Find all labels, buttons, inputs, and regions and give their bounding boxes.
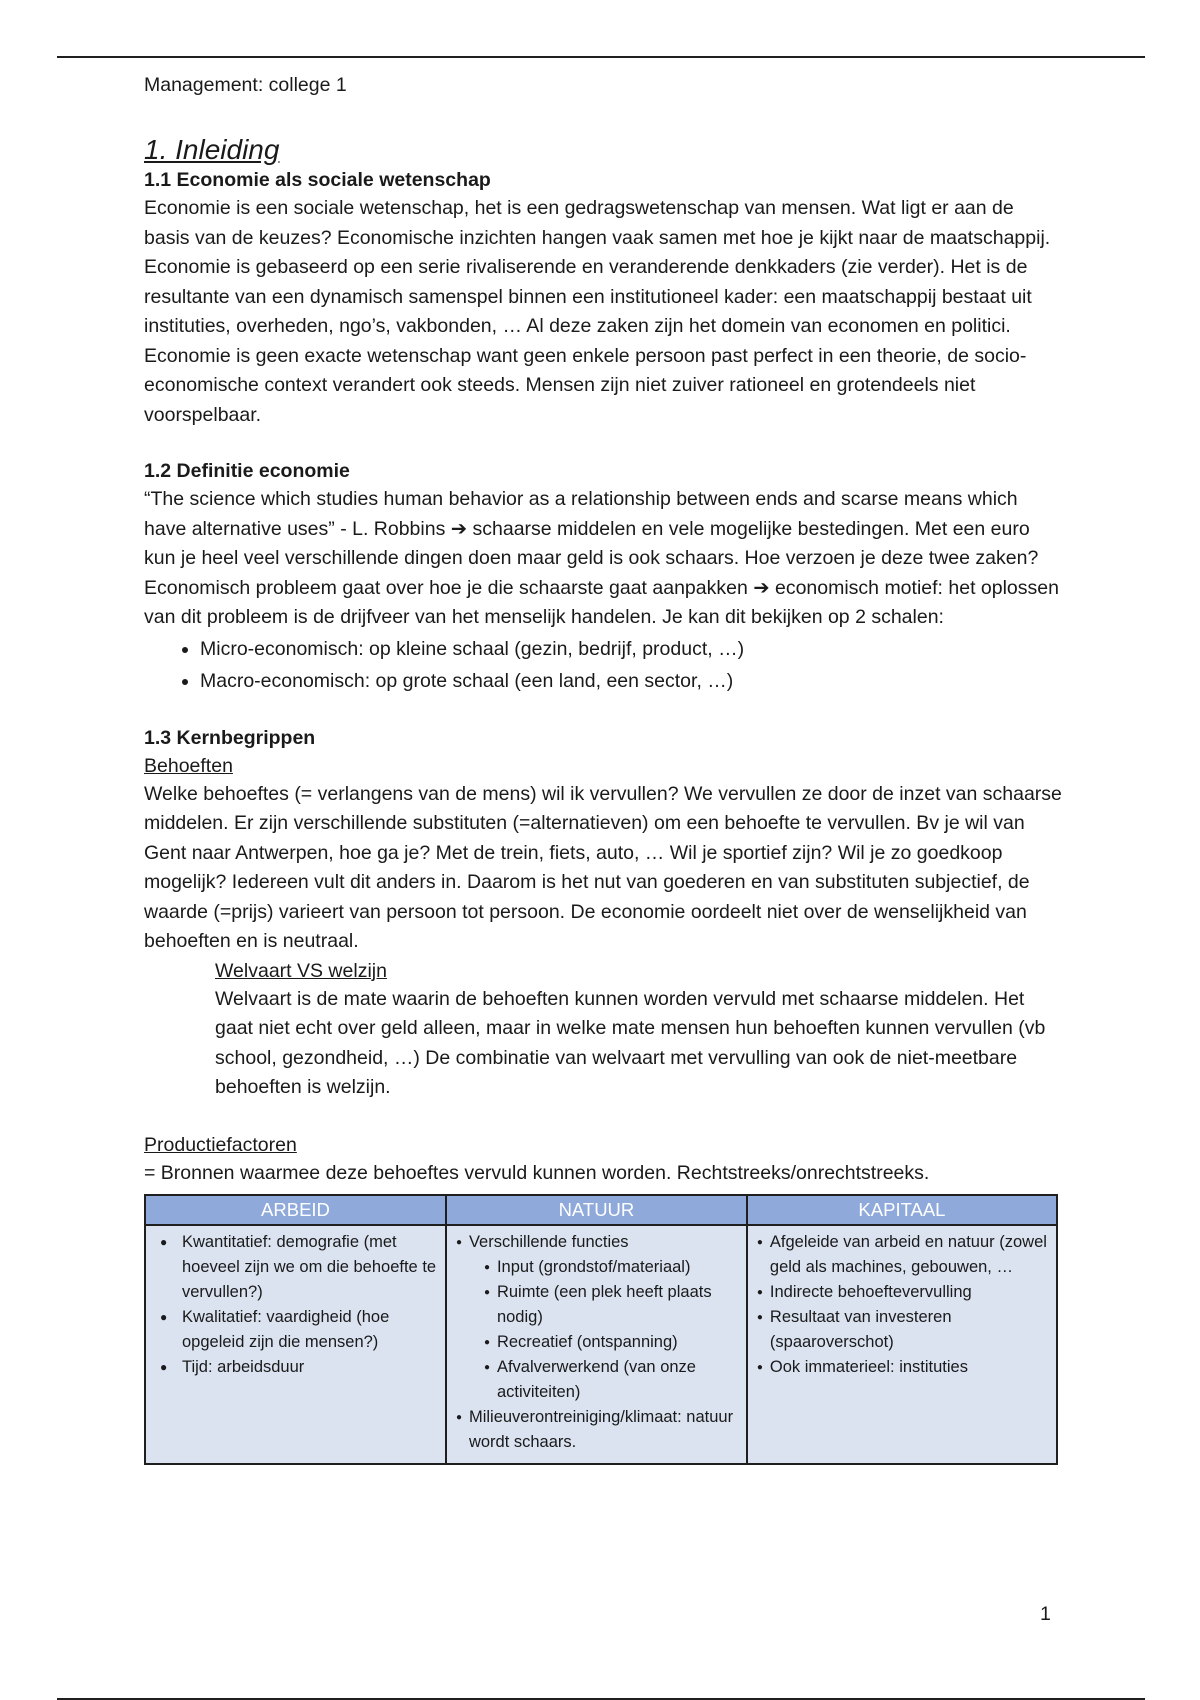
list-item: ● Resultaat van investeren (spaaroverschot): [754, 1305, 1050, 1355]
productiefactoren-subheading: Productiefactoren: [144, 1133, 297, 1156]
table-cell-kapitaal: [747, 1225, 1057, 1464]
list-item: ● Kwalitatief: vaardigheid (hoe opgeleid zijn die mensen?): [152, 1305, 439, 1355]
list-item: • Micro-economisch: op kleine schaal (gezin, bedrijf, product, …): [200, 633, 1064, 665]
productiefactoren-body: = Bronnen waarmee deze behoeftes vervuld kunnen worden. Rechtstreeks/onrechtstreeks.: [144, 1161, 930, 1184]
list-item: ● Afgeleide van arbeid en natuur (zowel geld als machines, gebouwen, …: [754, 1230, 1050, 1280]
table-cell-natuur: [446, 1225, 747, 1464]
list-item: ● Tijd: arbeidsduur: [152, 1355, 439, 1380]
welvaart-subheading: Welvaart VS welzijn: [215, 959, 387, 982]
page-number: 1: [1040, 1603, 1051, 1625]
table-header-kapitaal: KAPITAAL: [747, 1195, 1057, 1225]
table-header-arbeid: ARBEID: [145, 1195, 446, 1225]
section-heading-1-2: 1.2 Definitie economie: [144, 460, 350, 482]
list-item: [453, 1230, 740, 1405]
document-page: [144, 70, 1064, 1465]
list-item: • Macro-economisch: op grote schaal (een land, een sector, …): [200, 665, 1064, 697]
top-rule: [57, 56, 1145, 58]
list-item: ● Ruimte (een plek heeft plaats nodig): [481, 1280, 740, 1330]
list-item: ● Recreatief (ontspanning): [481, 1330, 740, 1355]
list-item: ● Afvalverwerkend (van onze activiteiten): [481, 1355, 740, 1405]
scale-list: [144, 633, 1064, 697]
section-body-1-1: Economie is een sociale wetenschap, het is een gedragswetenschap van mensen. Wat ligt er aan de basis van de keuzes? Economische inzichten hangen vaak samen met hoe je kijkt naar de maatschappij. Economie is gebaseerd op een serie rivaliserende en veranderende denkkaders (zie verder). Het is de resultante van een dynamisch samenspel binnen een institutioneel kader: een maatschappij bestaat uit instituties, overheden, ngo’s, vakbonden, … Al deze zaken zijn het domein van economen en politici. Economie is geen exacte wetenschap want geen enkele persoon past perfect in een theorie, de socio-economische context verandert ook steeds. Mensen zijn niet zuiver rationeel en grotendeels niet voorspelbaar.: [144, 197, 1051, 426]
list-item: ● Input (grondstof/materiaal): [481, 1255, 740, 1280]
list-item: ● Kwantitatief: demografie (met hoeveel zijn we om die behoefte te vervullen?): [152, 1230, 439, 1305]
behoeften-body: Welke behoeftes (= verlangens van de mens) wil ik vervullen? We vervullen ze door de inzet van schaarse middelen. Er zijn verschillende substituten (=alternatieven) om een behoefte te vervullen. Bv je wil van Gent naar Antwerpen, hoe ga je? Met de trein, fiets, auto, … Wil je sportief zijn? Wil je zo goedkoop mogelijk? Iedereen vult dit anders in. Daarom is het nut van goederen en van substituten subjectief, de waarde (=prijs) varieert van persoon tot persoon. De economie oordeelt niet over de wenselijkheid van behoeften en is neutraal.: [144, 782, 1062, 952]
list-item: ● Milieuverontreiniging/klimaat: natuur wordt schaars.: [453, 1405, 740, 1455]
section-body-1-2: “The science which studies human behavior as a relationship between ends and scarse means which have alternative uses” - L. Robbins ➔ schaarse middelen en vele mogelijke bestedingen. Met een euro kun je heel veel verschillende dingen doen maar geld is ook schaars. Hoe verzoen je deze twee zaken? Economisch probleem gaat over hoe je die schaarste gaat aanpakken ➔ economisch motief: het oplossen van dit probleem is de drijfveer van het menselijk handelen. Je kan dit bekijken op 2 schalen:: [144, 488, 1059, 628]
natuur-functions-label: Verschillende functies: [468, 1233, 629, 1251]
welvaart-body: Welvaart is de mate waarin de behoeften kunnen worden vervuld met schaarse middelen. Het gaat niet echt over geld alleen, maar in welke mate mensen hun behoeften kunnen vervullen (vb school, gezondheid, …) De combinatie van welvaart met vervulling van ook de niet-meetbare behoeften is welzijn.: [215, 987, 1046, 1098]
table-cell-arbeid: [145, 1225, 446, 1464]
chapter-title: 1. Inleiding: [144, 134, 280, 165]
list-item: ● Indirecte behoeftevervulling: [754, 1280, 1050, 1305]
list-item: ● Ook immaterieel: instituties: [754, 1355, 1050, 1380]
section-heading-1-1: 1.1 Economie als sociale wetenschap: [144, 169, 491, 191]
production-factors-table: [144, 1194, 1058, 1465]
table-header-natuur: NATUUR: [446, 1195, 747, 1225]
section-heading-1-3: 1.3 Kernbegrippen: [144, 726, 316, 749]
page-header: Management: college 1: [144, 74, 347, 96]
behoeften-subheading: Behoeften: [144, 754, 233, 777]
welvaart-block: [215, 957, 1064, 1103]
